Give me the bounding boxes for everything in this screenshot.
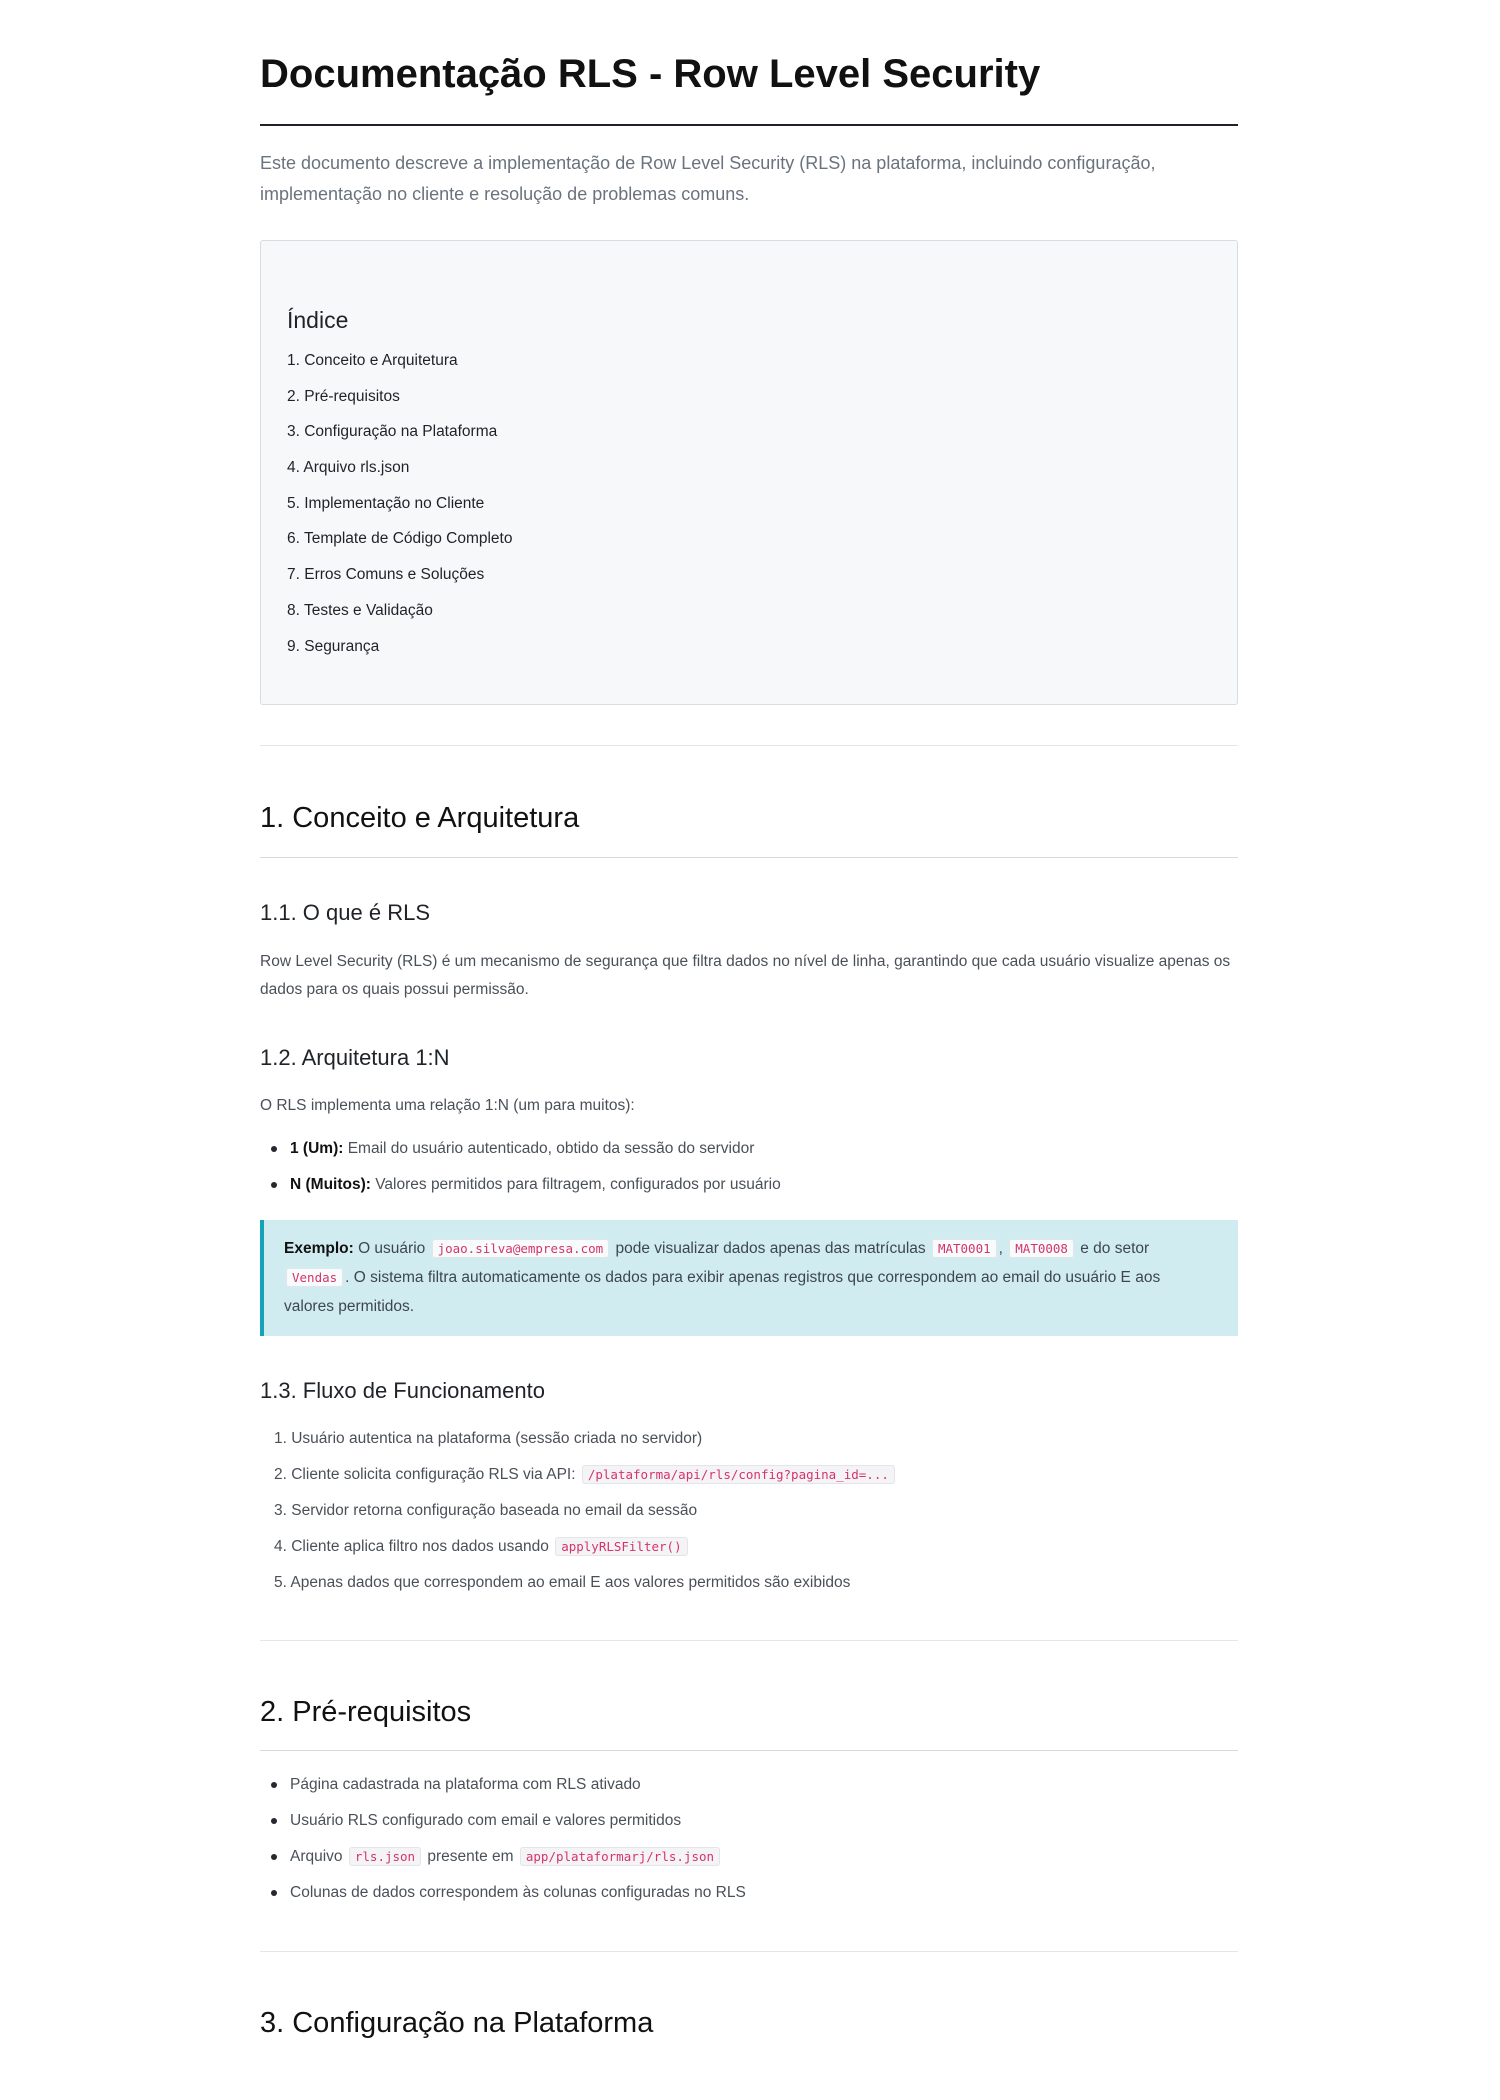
toc-item-conceito[interactable]: 1. Conceito e Arquitetura: [287, 352, 458, 369]
subsection-1-1-text: Row Level Security (RLS) é um mecanismo de segurança que filtra dados no nível de linha, garantindo que cada usuário visualize apenas os dados para os quais possui permissão.: [260, 953, 1231, 998]
title-divider: [260, 124, 1238, 126]
list-item: 1 (Um): Email do usuário autenticado, obtido da sessão do servidor: [282, 1139, 754, 1159]
example-text: Exemplo: O usuário joao.silva@empresa.com pode visualizar dados apenas das matrículas MAT0001 , MAT0008 e do setor Vendas . O sistema filtra automaticamente os dados para exibir apenas registros que correspondem ao email do usuário E aos valores permitidos.: [284, 1240, 1161, 1315]
section-divider: [260, 1640, 1238, 1641]
inline-code: applyRLSFilter(): [555, 1537, 687, 1556]
subsection-1-2-heading: 1.2. Arquitetura 1:N: [260, 1045, 450, 1070]
flow-step-4: [274, 1537, 690, 1557]
flow-step-5: [274, 1573, 850, 1593]
example-callout: [260, 1220, 1238, 1336]
list-item: 5. Apenas dados que correspondem ao email E aos valores permitidos são exibidos: [274, 1574, 851, 1591]
section-divider: [260, 745, 1238, 746]
section-2-rule: [260, 1750, 1238, 1751]
inline-code: rls.json: [349, 1847, 421, 1866]
prerequisites-item-1: [282, 1775, 641, 1795]
flow-step-1: [274, 1429, 702, 1449]
inline-code: MAT0001: [932, 1239, 997, 1258]
toc-item-implementacao[interactable]: 5. Implementação no Cliente: [287, 494, 485, 512]
page-title: Documentação RLS - Row Level Security: [260, 52, 1041, 96]
toc-item-seguranca[interactable]: 9. Segurança: [287, 637, 380, 655]
subsection-1-1-heading: 1.1. O que é RLS: [260, 900, 430, 925]
list-item: 4. Cliente aplica filtro nos dados usando applyRLSFilter(): [274, 1537, 690, 1557]
flow-step-3: [274, 1501, 697, 1521]
toc-item-configuracao[interactable]: 3. Configuração na Plataforma: [287, 423, 498, 441]
architecture-list-2: [282, 1175, 781, 1195]
list-item: Usuário RLS configurado com email e valores permitidos: [282, 1811, 681, 1831]
list-item: Colunas de dados correspondem às colunas configuradas no RLS: [282, 1883, 746, 1903]
list-item: 3. Servidor retorna configuração baseada no email da sessão: [274, 1502, 698, 1519]
inline-code: app/plataformarj/rls.json: [520, 1847, 720, 1866]
prerequisites-item-2: [282, 1811, 681, 1831]
section-1-heading: 1. Conceito e Arquitetura: [260, 802, 580, 834]
toc-list: [287, 352, 512, 673]
inline-code: MAT0008: [1009, 1239, 1074, 1258]
toc-item-template[interactable]: 6. Template de Código Completo: [287, 530, 513, 548]
toc-item-testes[interactable]: 8. Testes e Validação: [287, 601, 433, 619]
subsection-1-2-text: O RLS implementa uma relação 1:N (um para muitos):: [260, 1097, 635, 1114]
list-item: Página cadastrada na plataforma com RLS ativado: [282, 1775, 641, 1795]
toc-item-arquivo-rls[interactable]: 4. Arquivo rls.json: [287, 459, 410, 477]
section-divider: [260, 1951, 1238, 1952]
subsection-1-3-heading: 1.3. Fluxo de Funcionamento: [260, 1378, 545, 1403]
section-1-rule: [260, 857, 1238, 858]
inline-code: Vendas: [286, 1268, 343, 1287]
intro-paragraph: Este documento descreve a implementação de Row Level Security (RLS) na plataforma, incluindo configuração, implementação no cliente e resolução de problemas comuns.: [260, 153, 1156, 204]
list-item: 1. Usuário autentica na plataforma (sessão criada no servidor): [274, 1430, 703, 1447]
toc-title: Índice: [287, 307, 349, 333]
flow-step-2: [274, 1465, 897, 1485]
inline-code: joao.silva@empresa.com: [432, 1239, 610, 1258]
list-item: Arquivo rls.json presente em app/plataformarj/rls.json: [282, 1847, 722, 1867]
list-item: 2. Cliente solicita configuração RLS via API: /plataforma/api/rls/config?pagina_id=...: [274, 1465, 897, 1485]
prerequisites-item-3: [282, 1847, 722, 1867]
inline-code: /plataforma/api/rls/config?pagina_id=...: [582, 1465, 895, 1484]
toc-item-erros[interactable]: 7. Erros Comuns e Soluções: [287, 566, 485, 584]
list-item: N (Muitos): Valores permitidos para filtragem, configurados por usuário: [282, 1175, 781, 1195]
toc-item-pre-requisitos[interactable]: 2. Pré-requisitos: [287, 387, 400, 405]
section-2-heading: 2. Pré-requisitos: [260, 1696, 472, 1728]
prerequisites-item-4: [282, 1883, 746, 1903]
architecture-list: [282, 1139, 754, 1159]
table-of-contents: [260, 240, 1238, 705]
section-3-heading: 3. Configuração na Plataforma: [260, 2007, 654, 2039]
